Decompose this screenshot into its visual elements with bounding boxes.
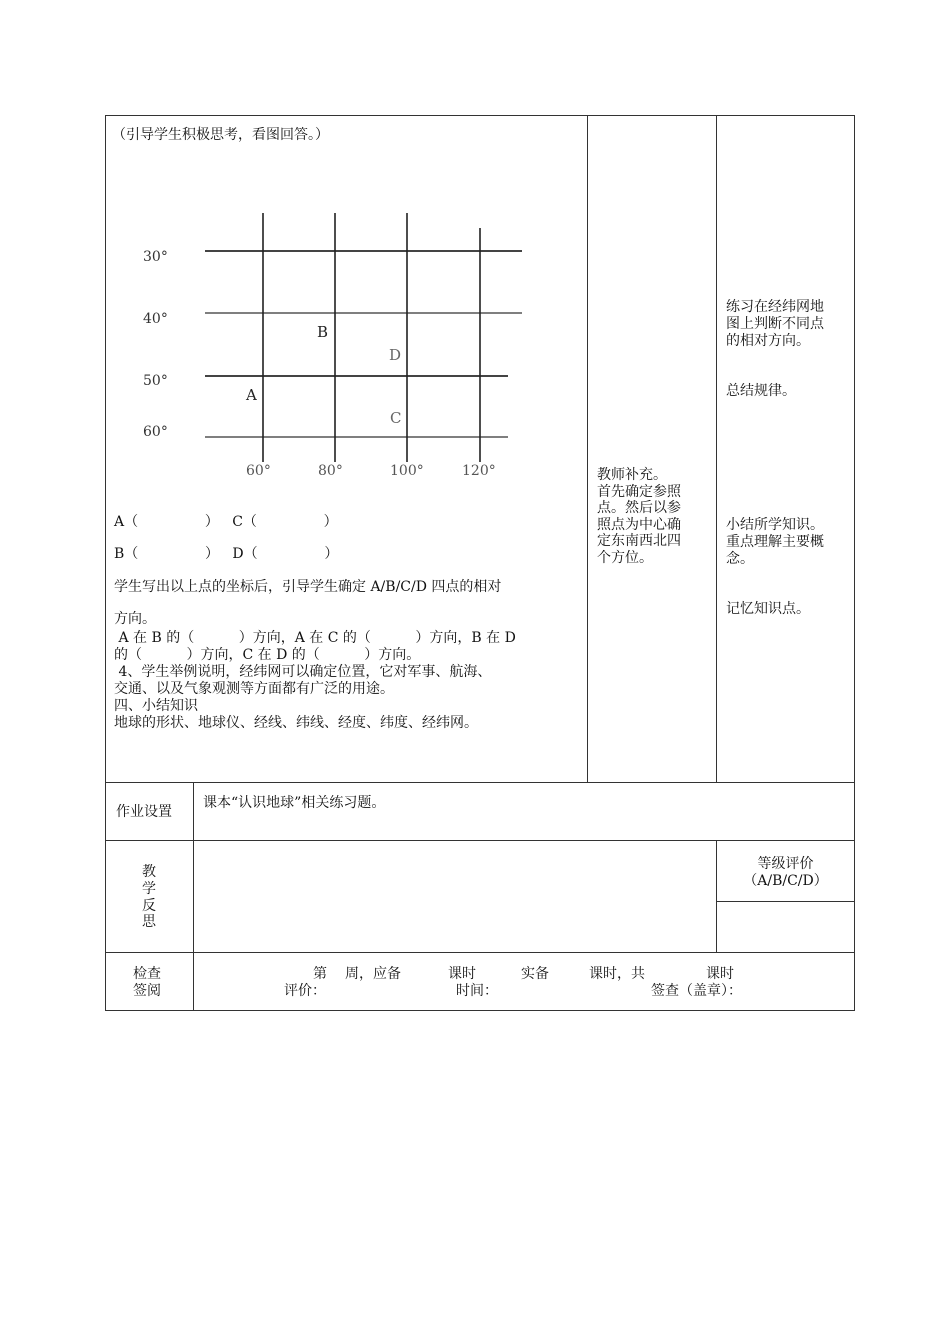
student-memorize: 记忆知识点。 — [726, 601, 810, 617]
point-d-label: D — [389, 346, 402, 364]
lon-label-100: 100° — [390, 463, 424, 479]
point-b-label: B — [317, 323, 329, 341]
reflection-char-4: 思 — [142, 914, 156, 930]
check-label-1: 检查 — [133, 966, 161, 982]
check-evaluation: 评价： — [284, 983, 326, 999]
student-rule-summary: 总结规律。 — [726, 383, 796, 399]
lat-label-60: 60° — [143, 424, 168, 440]
check-stamp: 签查（盖章）： — [651, 983, 742, 999]
lat-label-30: 30° — [143, 249, 168, 265]
reflection-char-1: 教 — [142, 864, 156, 880]
table-left-border — [105, 115, 106, 1011]
homework-content: 课本“认识地球”相关练习题。 — [203, 795, 386, 811]
direction-question-line-1: A 在 B 的（ ）方向，A 在 C 的（ ）方向，B 在 D — [114, 630, 516, 646]
check-planned-hours: 课时 — [448, 966, 476, 982]
teacher-line-6: 个方位。 — [597, 550, 653, 566]
table-top-border — [105, 115, 855, 116]
lon-label-80: 80° — [318, 463, 343, 479]
row-divider-2 — [105, 840, 855, 841]
reflection-char-2: 学 — [142, 881, 156, 897]
homework-label: 作业设置 — [116, 804, 172, 820]
lat-lon-grid-diagram — [130, 200, 550, 490]
table-right-border — [854, 115, 855, 1011]
check-actual-hours: 课时，共 — [589, 966, 645, 982]
row-divider-1 — [105, 782, 855, 783]
summary-text: 地球的形状、地球仪、经线、纬线、经度、纬度、经纬网。 — [114, 715, 478, 731]
teacher-line-4: 照点为中心确 — [597, 517, 681, 533]
usage-line-1: 4、学生举例说明，经纬网可以确定位置，它对军事、航海、 — [114, 664, 492, 680]
check-planned: 周，应备 — [345, 966, 401, 982]
teacher-line-3: 点。然后以参 — [597, 500, 681, 516]
answer-line-2: B（ ） D（ ） — [114, 546, 339, 562]
check-time: 时间： — [456, 983, 498, 999]
teacher-line-1: 教师补充。 — [597, 467, 667, 483]
lon-label-120: 120° — [462, 463, 496, 479]
student-practice-line-1: 练习在经纬网地 — [726, 299, 824, 315]
row-divider-3 — [105, 952, 855, 953]
usage-line-2: 交通、以及气象观测等方面都有广泛的用途。 — [114, 681, 394, 697]
col-divider-student — [716, 115, 717, 783]
grade-divider — [716, 901, 855, 902]
point-a-label: A — [246, 386, 257, 404]
check-actual: 实备 — [521, 966, 549, 982]
lon-label-60: 60° — [246, 463, 271, 479]
student-summary-line-3: 念。 — [726, 551, 754, 567]
intro-text: （引导学生积极思考，看图回答。） — [112, 127, 329, 143]
direction-instruction-line-2: 方向。 — [114, 611, 156, 627]
grade-label: 等级评价 — [757, 856, 814, 872]
lat-label-50: 50° — [143, 373, 168, 389]
summary-title: 四、小结知识 — [114, 698, 198, 714]
student-practice-line-3: 的相对方向。 — [726, 333, 810, 349]
direction-instruction-line-1: 学生写出以上点的坐标后，引导学生确定 A/B/C/D 四点的相对 — [114, 579, 502, 595]
lat-label-40: 40° — [143, 311, 168, 327]
student-summary-line-1: 小结所学知识。 — [726, 517, 824, 533]
col-divider-teacher — [587, 115, 588, 783]
teacher-line-2: 首先确定参照 — [597, 484, 681, 500]
check-label-2: 签阅 — [133, 983, 161, 999]
grade-options: （A/B/C/D） — [743, 873, 828, 889]
point-c-label: C — [390, 409, 402, 427]
check-week: 第 — [313, 966, 327, 982]
teacher-line-5: 定东南西北四 — [597, 533, 681, 549]
student-practice-line-2: 图上判断不同点 — [726, 316, 824, 332]
check-total-hours: 课时 — [706, 966, 734, 982]
direction-question-line-2: 的（ ）方向，C 在 D 的（ ）方向。 — [114, 647, 421, 663]
student-summary-line-2: 重点理解主要概 — [726, 534, 824, 550]
answer-line-1: A（ ） C（ ） — [114, 514, 338, 530]
label-col-divider — [193, 782, 194, 1011]
reflection-char-3: 反 — [142, 898, 156, 914]
table-bottom-border — [105, 1010, 855, 1011]
